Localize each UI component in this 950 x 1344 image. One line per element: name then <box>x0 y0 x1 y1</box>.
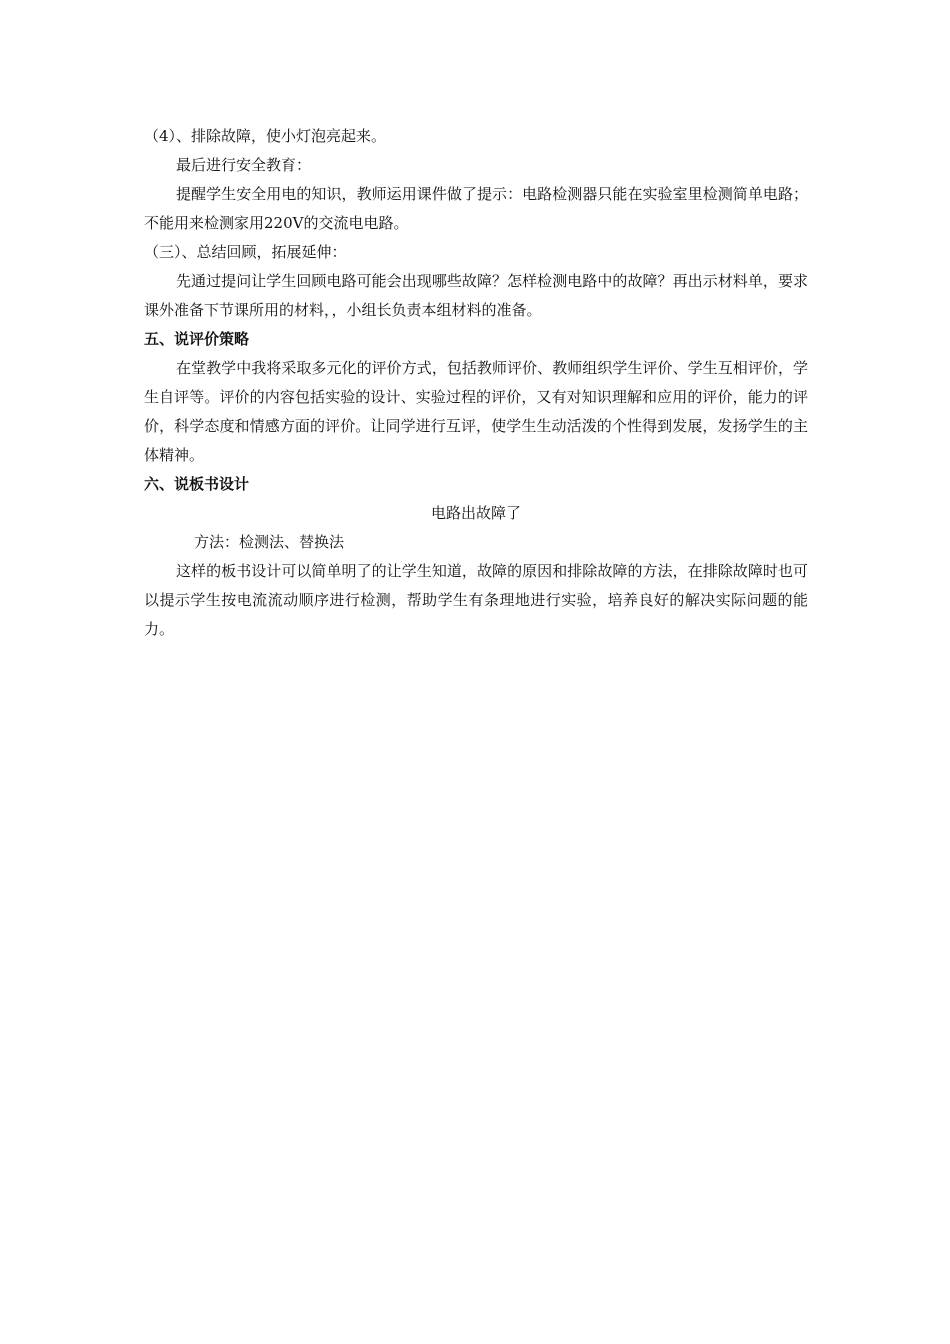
safety-education-intro: 最后进行安全教育： <box>176 156 312 174</box>
board-title: 电路出故障了 <box>430 504 521 522</box>
safety-reminder-paragraph: 提醒学生安全用电的知识，教师运用课件做了提示：电路检测器只能在实验室里检测简单电路；不能用来检测家用220V的交流电电路。 <box>144 185 808 232</box>
summary-subheading: （三）、总结回顾，拓展延伸： <box>144 243 347 261</box>
document-body <box>144 122 808 644</box>
section-5-paragraph: 在堂教学中我将采取多元化的评价方式，包括教师评价、教师组织学生评价、学生互相评价，学生自评等。评价的内容包括实验的设计、实验过程的评价，又有对知识理解和应用的评价，能力的评价，科学态度和情感方面的评价。让同学进行互评，使学生生动活泼的个性得到发展，发扬学生的主体精神。 <box>144 359 808 464</box>
step-4-paragraph: （4）、排除故障，使小灯泡亮起来。 <box>144 127 387 145</box>
summary-paragraph: 先通过提问让学生回顾电路可能会出现哪些故障？怎样检测电路中的故障？再出示材料单，要求课外准备下节课所用的材料，，小组长负责本组材料的准备。 <box>144 272 808 319</box>
section-6-paragraph: 这样的板书设计可以简单明了的让学生知道，故障的原因和排除故障的方法，在排除故障时也可以提示学生按电流流动顺序进行检测，帮助学生有条理地进行实验，培养良好的解决实际问题的能力。 <box>144 562 808 638</box>
board-method: 方法：检测法、替换法 <box>194 533 345 551</box>
section-6-heading: 六、说板书设计 <box>144 475 250 493</box>
section-5-heading: 五、说评价策略 <box>144 330 250 348</box>
